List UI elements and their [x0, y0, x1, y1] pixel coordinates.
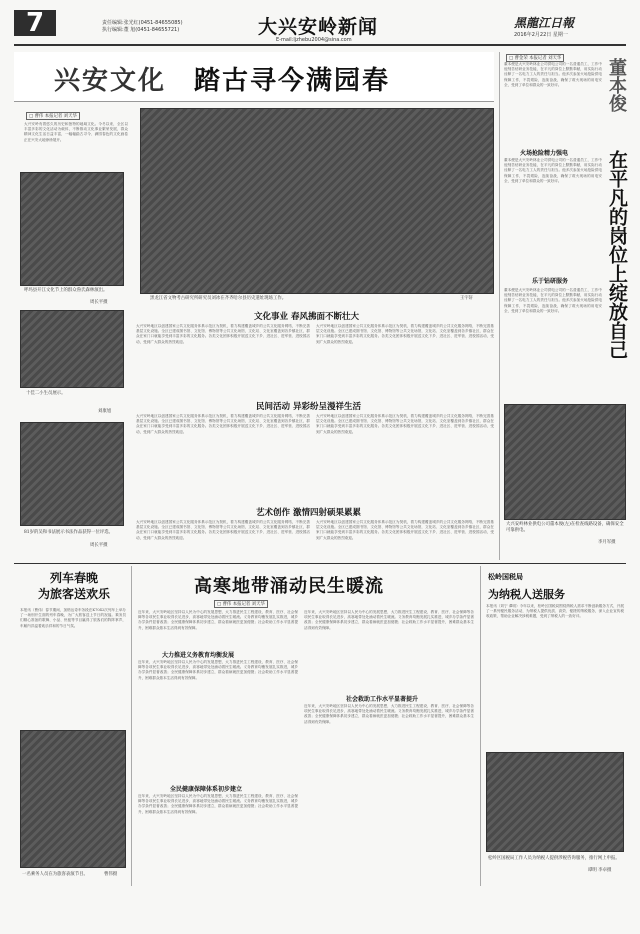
culture-main-photo-caption: 黑龙江省文物考古研究所研究员刘冰在齐齐哈尔县历史遗址现场工作。	[150, 296, 287, 301]
culture-banner	[14, 52, 494, 102]
dong-body-2: 董本俊是大兴安岭林业公司供电公司的一名普通员工，工作中他刻苦钻研业务技能，在平凡的岗位上默默奉献，用实际行动诠释了一名电力工人的责任与担当。他多次参加火场抢险供电保障工作，不畏艰险，连续奋战，确保了救火现场的用电安全，受到了单位和群众的一致好评。	[504, 158, 602, 183]
column-divider	[499, 52, 500, 560]
culture-subhead-2: 民间活动 异彩纷呈漫祥生活	[256, 402, 361, 412]
masthead	[14, 10, 626, 44]
masthead-rule	[14, 44, 626, 46]
dong-body-3: 董本俊是大兴安岭林业公司供电公司的一名普通员工，工作中他刻苦钻研业务技能，在平凡的岗位上默默奉献，用实际行动诠释了一名电力工人的责任与担当。他多次参加火场抢险供电保障工作，不畏艰险，连续奋战，确保了救火现场的用电安全，受到了单位和群众的一致好评。	[504, 288, 602, 313]
culture-title-left: 兴安文化	[54, 66, 167, 96]
culture-photo-3-caption: 81岁的吴和书法展示书法作品获得一位评选。	[24, 530, 114, 535]
culture-body-1b: 大兴安岭地区以创建国家公共文化服务体系示范区为契机，着力构建覆盖城乡的公共文化服务网络，不断完善基层文化设施。全区已建成图书馆、文化馆、博物馆等公共文化场馆，文化站、文化室覆盖到各乡镇社区，群众在家门口就能享受到丰富多彩的文化服务。各类文化团体积极开展送文化下乡、进社区、进军营、进校园活动，受到广大群众的热烈欢迎。	[316, 324, 494, 344]
culture-body-2a: 大兴安岭地区以创建国家公共文化服务体系示范区为契机，着力构建覆盖城乡的公共文化服务网络，不断完善基层文化设施。全区已建成图书馆、文化馆、博物馆等公共文化场馆，文化站、文化室覆盖到各乡镇社区，群众在家门口就能享受到丰富多彩的文化服务。各类文化团体积极开展送文化下乡、进社区、进军营、进校园活动，受到广大群众的热烈欢迎。	[136, 414, 310, 434]
issue-date: 2016年2月22日 星期一	[514, 32, 568, 38]
culture-body-3b: 大兴安岭地区以创建国家公共文化服务体系示范区为契机，着力构建覆盖城乡的公共文化服务网络，不断完善基层文化设施。全区已建成图书馆、文化馆、博物馆等公共文化场馆，文化站、文化室覆盖到各乡镇社区，群众在家门口就能享受到丰富多彩的文化服务。各类文化团体积极开展送文化下乡、进社区、进军营、进校园活动，受到广大群众的热烈欢迎。	[316, 520, 494, 540]
contact-email: E-mail:ljzhebu2004@sina.com	[276, 37, 352, 43]
dong-subhead-1: 火场抢险精力强电	[520, 150, 569, 157]
train-photo	[20, 730, 126, 868]
culture-main-photo-credit: 王宇轩	[460, 296, 474, 301]
editor-line: 责任编辑:张光红(0451-84655085)	[102, 20, 183, 26]
tax-title: 为纳税人送服务	[488, 588, 565, 601]
culture-photo-3-credit: 周长平摄	[90, 543, 108, 548]
cold-body-5: 近年来，大兴安岭地区坚持以人民为中心的发展思想，大力推进民生工程建设，教育、医疗、社会保障等各项民生事业取得长足进步，高寒地带处处涌动着民生暖流。义务教育均衡发展扎实推进，城乡办学条件显著改善；全民健康保障体系初步建立，群众看病就医更加便捷；社会救助工作水平显著提升，困难群众基本生活得到有效保障。	[304, 704, 474, 724]
culture-photo-1-caption: 呼玛县开江文化节上的群众鲁氏森林演出。	[24, 288, 108, 293]
culture-body-1a: 大兴安岭地区以创建国家公共文化服务体系示范区为契机，着力构建覆盖城乡的公共文化服务网络，不断完善基层文化设施。全区已建成图书馆、文化馆、博物馆等公共文化场馆，文化站、文化室覆盖到各乡镇社区，群众在家门口就能享受到丰富多彩的文化服务。各类文化团体积极开展送文化下乡、进社区、进军营、进校园活动，受到广大群众的热烈欢迎。	[136, 324, 310, 344]
editor-info	[102, 20, 232, 33]
dong-body-1: 董本俊是大兴安岭林业公司供电公司的一名普通员工，工作中他刻苦钻研业务技能，在平凡的岗位上默默奉献，用实际行动诠释了一名电力工人的责任与担当。他多次参加火场抢险供电保障工作，不畏艰险，连续奋战，确保了救火现场的用电安全，受到了单位和群众的一致好评。	[504, 62, 602, 87]
culture-main-photo	[140, 108, 494, 294]
train-title: 列车春晚 为旅客送欢乐	[37, 571, 110, 601]
culture-body-3a: 大兴安岭地区以创建国家公共文化服务体系示范区为契机，着力构建覆盖城乡的公共文化服务网络，不断完善基层文化设施。全区已建成图书馆、文化馆、博物馆等公共文化场馆，文化站、文化室覆盖到各乡镇社区，群众在家门口就能享受到丰富多彩的文化服务。各类文化团体积极开展送文化下乡、进社区、进军营、进校园活动，受到广大群众的热烈欢迎。	[136, 520, 310, 540]
culture-photo-2-caption: 十佳二小生员展示。	[26, 391, 66, 396]
cold-subhead-3: 社会救助工作水平显著提升	[346, 696, 419, 703]
tax-photo	[486, 752, 624, 852]
train-photo-caption: 一名乘务人员在为旅客表演节目。	[22, 872, 88, 877]
tax-photo-credit: 谭明 李卓摄	[588, 868, 612, 873]
dong-byline: □ 曹金荣 本报记者 刘天华	[506, 54, 564, 62]
cold-body-4: 近年来，大兴安岭地区坚持以人民为中心的发展思想，大力推进民生工程建设，教育、医疗、社会保障等各项民生事业取得长足进步，高寒地带处处涌动着民生暖流。义务教育均衡发展扎实推进，城乡办学条件显著改善；全民健康保障体系初步建立，群众看病就医更加便捷；社会救助工作水平显著提升，困难群众基本生活得到有效保障。	[304, 610, 474, 630]
cold-body-3: 近年来，大兴安岭地区坚持以人民为中心的发展思想，大力推进民生工程建设，教育、医疗、社会保障等各项民生事业取得长足进步，高寒地带处处涌动着民生暖流。义务教育均衡发展扎实推进，城乡办学条件显著改善；全民健康保障体系初步建立，群众看病就医更加便捷；社会救助工作水平显著提升，困难群众基本生活得到有效保障。	[138, 794, 298, 814]
cold-body-2: 近年来，大兴安岭地区坚持以人民为中心的发展思想，大力推进民生工程建设，教育、医疗、社会保障等各项民生事业取得长足进步，高寒地带处处涌动着民生暖流。义务教育均衡发展扎实推进，城乡办学条件显著改善；全民健康保障体系初步建立，群众看病就医更加便捷；社会救助工作水平显著提升，困难群众基本生活得到有效保障。	[138, 660, 298, 680]
tax-body: 本报讯（刘宁 谭明）今年以来，松岭区国税局围绕纳税人需求不断创新服务方式，开展了一系列便民服务活动，为纳税人提供优质、高效、便捷的纳税服务，深入企业宣传税收政策，帮助企业解决涉税难题，受到了纳税人的一致好评。	[486, 604, 624, 619]
cold-subhead-2: 全民健康保障体系初步建立	[170, 786, 243, 793]
culture-body-2b: 大兴安岭地区以创建国家公共文化服务体系示范区为契机，着力构建覆盖城乡的公共文化服务网络，不断完善基层文化设施。全区已建成图书馆、文化馆、博物馆等公共文化场馆，文化站、文化室覆盖到各乡镇社区，群众在家门口就能享受到丰富多彩的文化服务。各类文化团体积极开展送文化下乡、进社区、进军营、进校园活动，受到广大群众的热烈欢迎。	[316, 414, 494, 434]
cold-title: 高寒地带涌动民生暖流	[194, 576, 384, 597]
column-name: 大兴安岭新闻	[258, 16, 379, 38]
dong-photo-caption: 大兴安岭林业供电公司董本俊(左)在检查线路设备，确保安全可靠供电。	[506, 522, 624, 533]
dong-name: 董本俊	[606, 58, 627, 112]
dong-photo-credit: 李月军摄	[598, 540, 616, 545]
train-photo-credit: 曹伟摄	[104, 872, 118, 877]
tax-label: 松岭国税局	[488, 572, 523, 581]
tax-photo-caption: 松岭区国税局工作人员为纳税人提供涉税咨询服务，推行网上申报。	[488, 856, 620, 861]
culture-subhead-3: 艺术创作 激情四射硕果累累	[256, 508, 361, 518]
dong-headline: 在平凡的岗位上绽放自己	[606, 150, 628, 359]
cold-body-1: 近年来，大兴安岭地区坚持以人民为中心的发展思想，大力推进民生工程建设，教育、医疗、社会保障等各项民生事业取得长足进步，高寒地带处处涌动着民生暖流。义务教育均衡发展扎实推进，城乡办学条件显著改善；全民健康保障体系初步建立，群众看病就医更加便捷；社会救助工作水平显著提升，困难群众基本生活得到有效保障。	[138, 610, 298, 630]
tax-divider	[480, 566, 481, 886]
culture-subhead-1: 文化事业 春风拂面不断壮大	[254, 312, 359, 322]
train-divider	[131, 566, 132, 886]
cold-byline: □ 曹伟 本报记者 刘天华	[214, 600, 268, 608]
culture-byline: □ 曹伟 本报记者 刘天华	[26, 112, 80, 120]
culture-intro: 大兴安岭有着悠久的历史和独特的地域文化。今冬以来，全区以丰富多彩的文化活动为载体，不断推动文化事业繁荣发展，群众精神文化生活日益丰富，一幅幅踏古寻今、满园春色的文化画卷正在兴安大地徐徐展开。	[24, 122, 128, 142]
dong-photo	[504, 404, 626, 520]
page-number-badge	[14, 10, 56, 36]
page-number: 7	[26, 8, 45, 38]
editor-line: 执行编辑:董 旭(0451-84655721)	[102, 26, 180, 33]
dong-subhead-2: 乐于钻研服务	[532, 278, 569, 285]
cold-subhead-1: 大力推进义务教育均衡发展	[162, 652, 235, 659]
train-body: 本报讯（曹伟）春节期间，加格达奇车务段在K7042次列车上举办了一场别开生面的列车春晚，为广大旅客送上节日的祝福。乘务员们精心准备的歌舞、小品、快板等节目赢得了旅客们的阵阵掌声，车厢内洋溢着欢乐祥和的节日气氛。	[20, 608, 126, 628]
section-rule	[14, 563, 626, 564]
culture-photo-1-credit: 周长平摄	[90, 300, 108, 305]
culture-title-right: 踏古寻今满园春	[194, 66, 391, 96]
culture-photo-2	[20, 310, 124, 388]
paper-logo: 黑龍江日報	[514, 16, 575, 30]
culture-photo-2-credit: 刘康旭	[98, 409, 112, 414]
culture-photo-3	[20, 422, 124, 526]
culture-photo-1	[20, 172, 124, 286]
